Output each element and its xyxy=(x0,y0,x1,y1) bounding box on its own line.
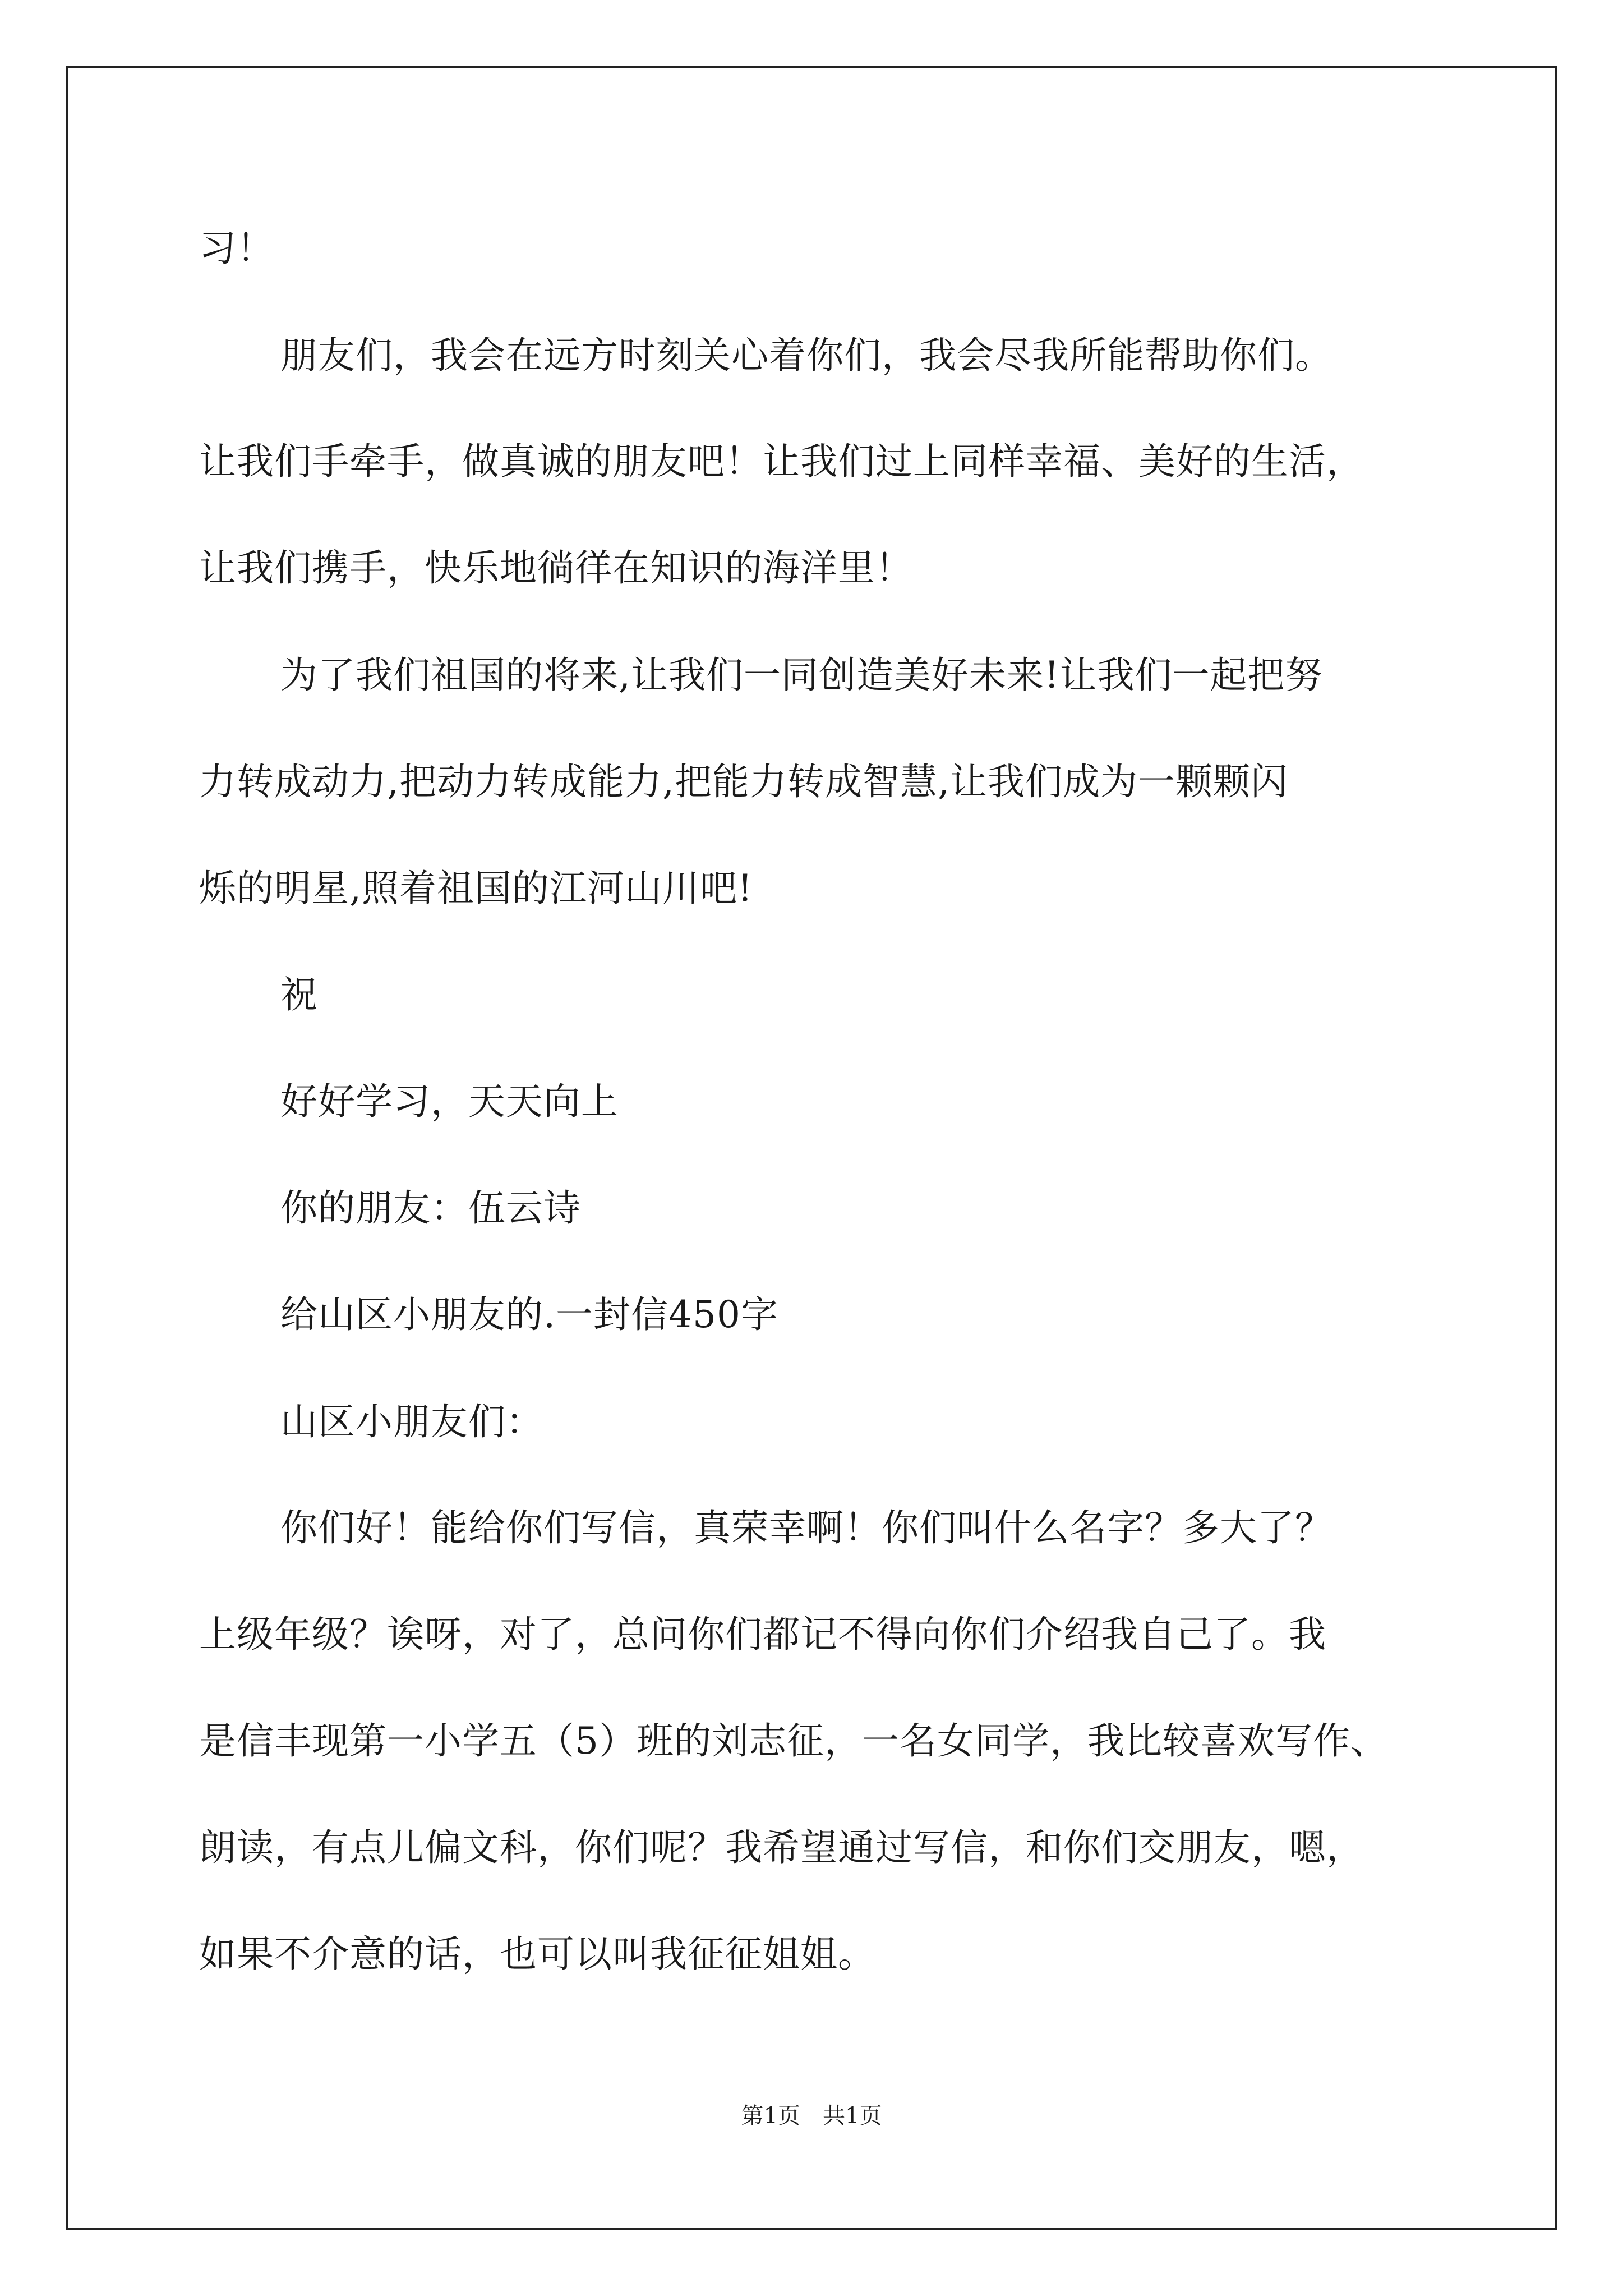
text-line: 你的朋友：伍云诗 xyxy=(280,1186,581,1230)
page-border xyxy=(66,66,1557,2230)
text-line: 好好学习，天天向上 xyxy=(280,1080,619,1123)
text-line: 你们好！能给你们写信，真荣幸啊！你们叫什么名字？多大了？ xyxy=(280,1506,1332,1549)
text-line: 力转成动力,把动力转成能力,把能力转成智慧,让我们成为一颗颗闪 xyxy=(199,760,1288,803)
page-number-footer: 第1页 共1页 xyxy=(741,2103,882,2129)
text-line: 烁的明星,照着祖国的江河山川吧! xyxy=(199,867,753,910)
text-line: 给山区小朋友的.一封信450字 xyxy=(280,1293,778,1336)
text-line: 祝 xyxy=(280,973,318,1016)
text-line: 是信丰现第一小学五（5）班的刘志征，一名女同学，我比较喜欢写作、 xyxy=(199,1719,1388,1763)
text-line: 朗读，有点儿偏文科，你们呢？我希望通过写信，和你们交朋友，嗯， xyxy=(199,1826,1364,1869)
text-line: 习！ xyxy=(199,227,274,270)
text-line: 为了我们祖国的将来,让我们一同创造美好未来!让我们一起把努 xyxy=(280,654,1323,697)
text-line: 让我们携手，快乐地徜徉在知识的海洋里！ xyxy=(199,546,913,590)
text-line: 让我们手牵手，做真诚的朋友吧！让我们过上同样幸福、美好的生活， xyxy=(199,440,1364,483)
text-line: 上级年级？诶呀，对了，总问你们都记不得向你们介绍我自己了。我 xyxy=(199,1613,1326,1656)
text-line: 山区小朋友们： xyxy=(280,1400,543,1443)
text-line: 朋友们，我会在远方时刻关心着你们，我会尽我所能帮助你们。 xyxy=(280,334,1332,377)
text-line: 如果不介意的话，也可以叫我征征姐姐。 xyxy=(199,1932,875,1976)
